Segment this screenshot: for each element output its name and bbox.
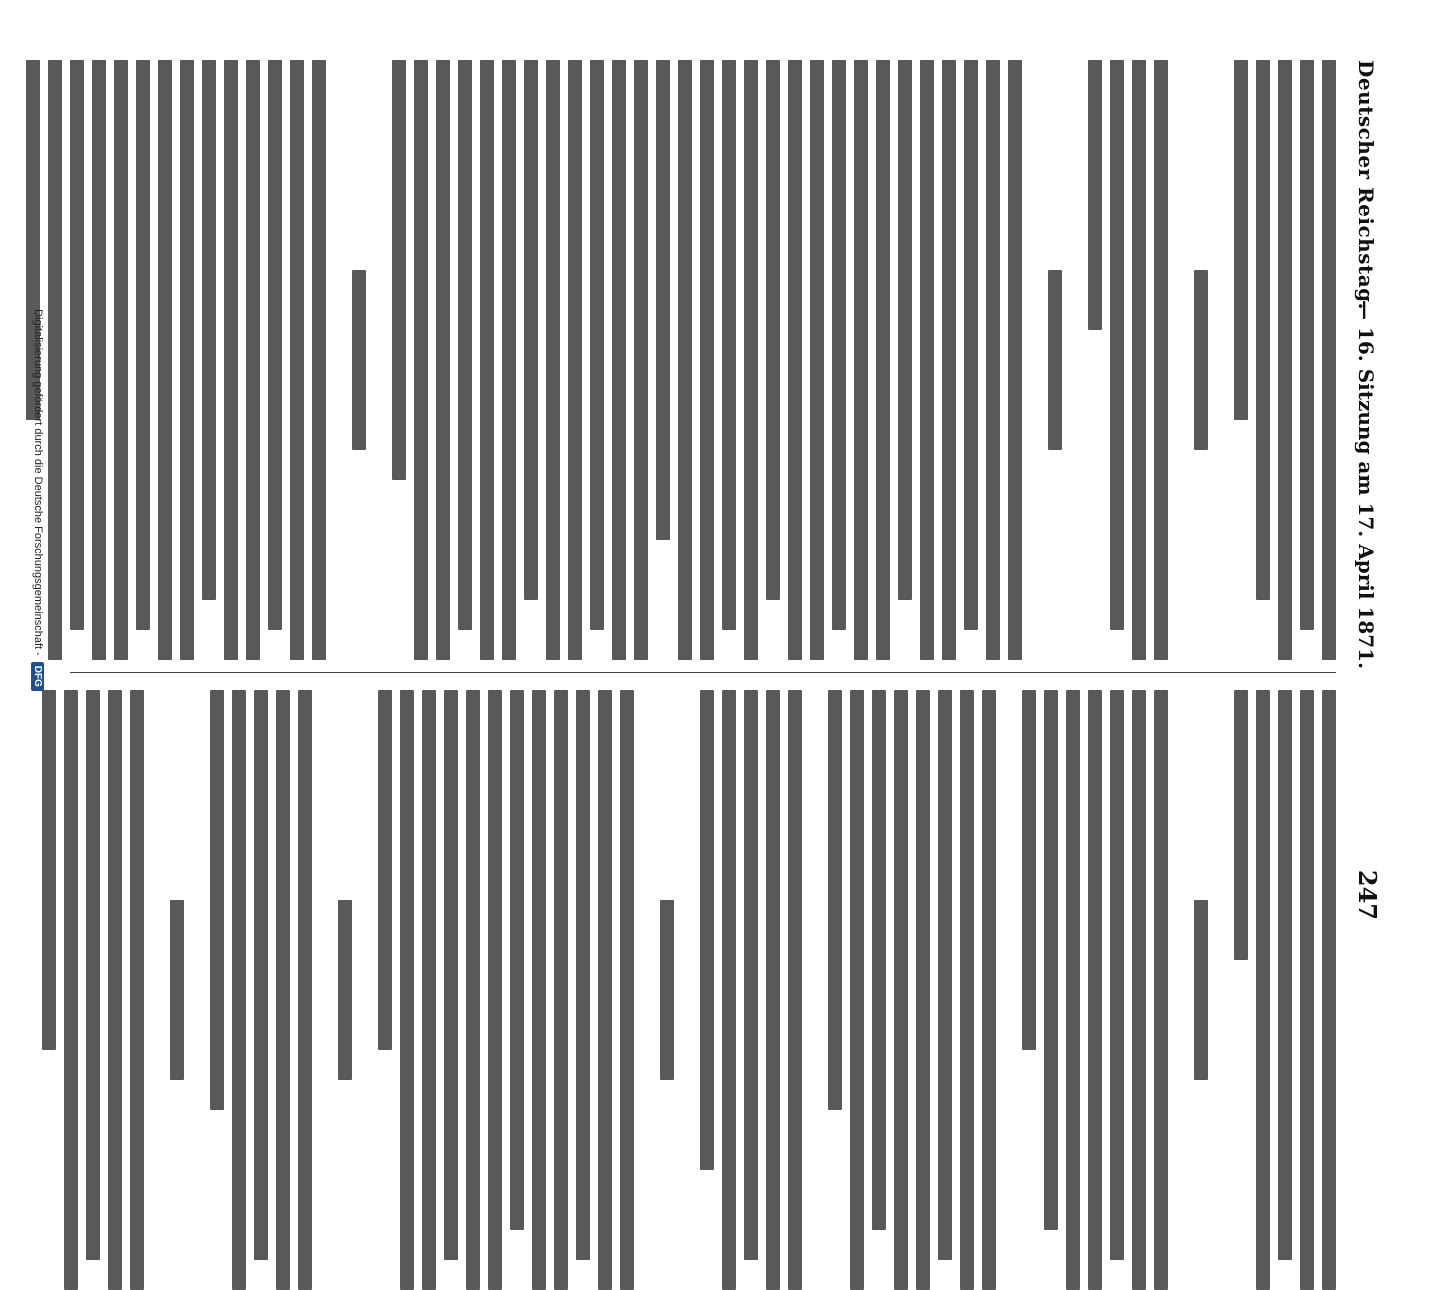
left-text-column [70,60,1336,660]
page-header [1344,60,1384,920]
session-date: — 16. Sitzung am 17. April 1871. [1354,300,1378,670]
digitization-note: Digitalisierung gefördert durch die Deutsche Forschungsgemeinschaft - [32,309,44,656]
right-text-column [70,690,1336,1290]
journal-title: Deutscher Reichstag. [1354,60,1378,311]
dfg-logo: DFG [31,662,44,691]
column-divider [70,672,1336,673]
page-number: 247 [1353,869,1382,920]
digitization-footer [24,40,44,960]
